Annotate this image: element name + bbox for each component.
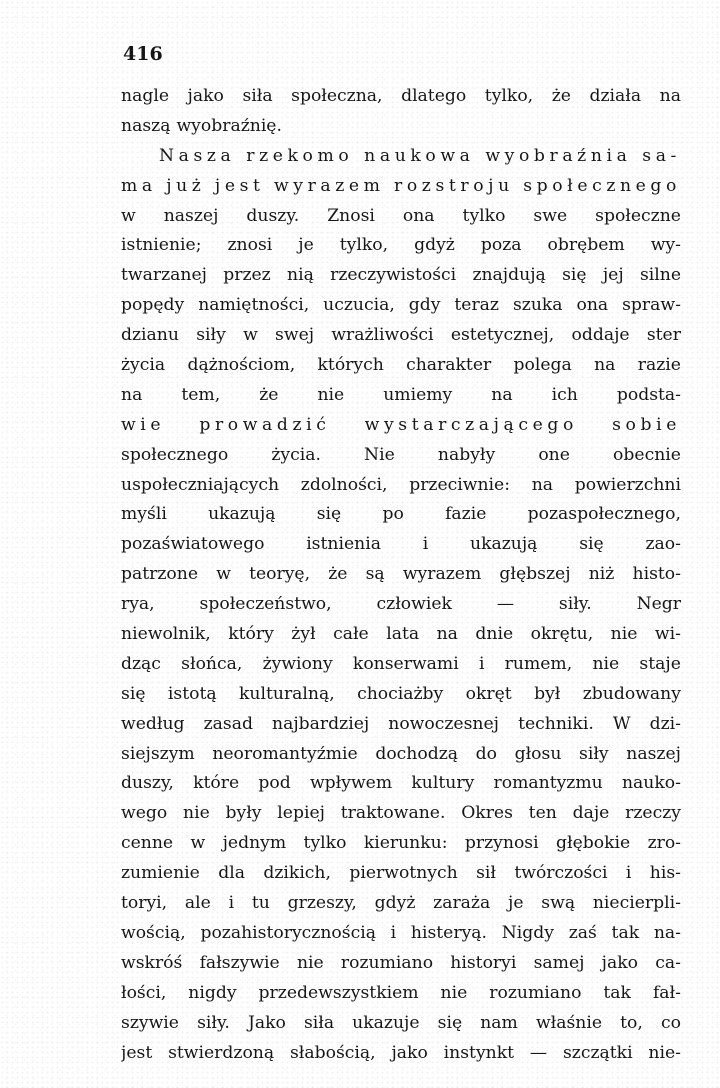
text-line: łości, nigdy przedewszystkiem nie rozumiano tak fał-	[121, 982, 681, 1003]
text-line: według zasad najbardziej nowoczesnej techniki. W dzi-	[121, 713, 681, 734]
text-line: istnienie; znosi je tylko, gdyż poza obrębem wy-	[121, 235, 681, 256]
body-text	[121, 82, 681, 1068]
text-line: myśli ukazują się po fazie pozaspołecznego,	[121, 504, 681, 525]
page-number: 416	[123, 43, 163, 65]
text-line: jest stwierdzoną słabością, jako instynkt — szczątki nie-	[121, 1042, 681, 1063]
text-line: niewolnik, który żył całe lata na dnie okrętu, nie wi-	[121, 624, 681, 645]
text-line: życia dążnościom, których charakter polega na razie	[121, 355, 681, 376]
text-line: cenne w jednym tylko kierunku: przynosi głębokie zro-	[121, 833, 681, 854]
text-line: wego nie były lepiej traktowane. Okres ten daje rzeczy	[121, 803, 681, 824]
text-line: pozaświatowego istnienia i ukazują się zao-	[121, 534, 681, 555]
text-line: siejszym neoromantyźmie dochodzą do głosu siły naszej	[121, 743, 681, 764]
text-line: duszy, które pod wpływem kultury romantyzmu nauko-	[121, 773, 681, 794]
text-line: się istotą kulturalną, chociażby okręt był zbudowany	[121, 683, 681, 704]
text-line: dzianu siły w swej wrażliwości estetycznej, oddaje ster	[121, 325, 681, 346]
text-line: rya, społeczeństwo, człowiek — siły. Negr	[121, 594, 681, 615]
text-line: toryi, ale i tu grzeszy, gdyż zaraża je swą niecierpli-	[121, 893, 681, 914]
text-line: naszą wyobraźnię.	[121, 115, 282, 136]
text-line: na tem, że nie umiemy na ich podsta-	[121, 384, 681, 405]
text-line: w naszej duszy. Znosi ona tylko swe społeczne	[121, 205, 681, 226]
text-line: nagle jako siła społeczna, dlatego tylko, że działa na	[121, 86, 681, 106]
text-line: popędy namiętności, uczucia, gdy teraz szuka ona spraw-	[121, 295, 681, 316]
text-line: wie prowadzić wystarczającego sobie	[121, 414, 681, 435]
text-line: ma już jest wyrazem rozstroju społecznego	[121, 175, 681, 196]
text-line: społecznego życia. Nie nabyły one obecnie	[121, 444, 681, 465]
text-line: Nasza rzekomo naukowa wyobraźnia sa-	[159, 145, 681, 166]
text-line: dząc słońca, żywiony konserwami i rumem, nie staje	[121, 653, 681, 674]
text-line: zumienie dla dzikich, pierwotnych sił twórczości i his-	[121, 863, 681, 884]
text-line: twarzanej przez nią rzeczywistości znajdują się jej silne	[121, 265, 681, 286]
text-line: wością, pozahistorycznością i histeryą. Nigdy zaś tak na-	[121, 922, 681, 943]
text-line: szywie siły. Jako siła ukazuje się nam właśnie to, co	[121, 1012, 681, 1033]
text-line: wskróś fałszywie nie rozumiano historyi samej jako ca-	[121, 952, 681, 973]
text-line: uspołeczniających zdolności, przeciwnie: na powierzchni	[121, 474, 681, 495]
text-line: patrzone w teoryę, że są wyrazem głębszej niż histo-	[121, 564, 681, 585]
